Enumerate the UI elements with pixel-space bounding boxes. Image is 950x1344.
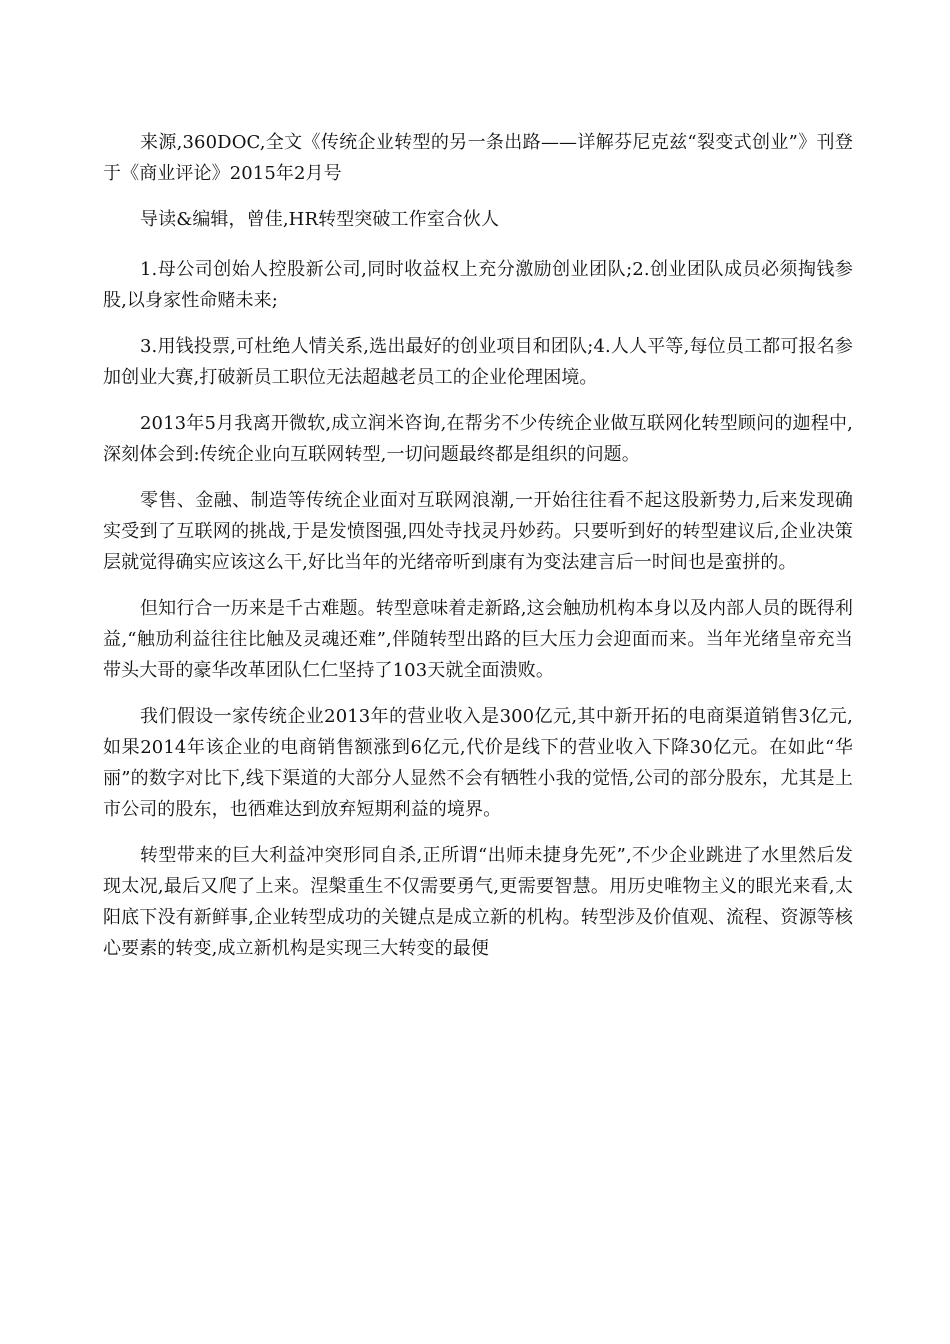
body-paragraph-1: 2013年5月我离开微软,成立润米咨询,在帮劣不少传统企业做互联网化转型顾问的迦程中,深刻体会到:传统企业向互联网转型,一切问题最终都是组织的问题。 [103, 413, 853, 465]
points-paragraph-2: 3.用钱投票,可杜绝人情关系,选出最好的创业项目和团队;4.人人平等,每位员工都可报名参加创业大赛,打破新员工职位无法超越老员工的企业伦理困境。 [103, 336, 853, 388]
body-paragraph-2: 零售、金融、制造等传统企业面对互联网浪潮,一开始往往看不起这股新势力,后来发现确实受到了互联网的挑战,于是发愤图强,四处寺找灵丹妙药。只要听到好的转型建议后,企业决策层就觉得确实应该这么干,好比当年的光绪帝听到康有为变法建言后一时间也是蛮拼的。 [103, 490, 853, 573]
body-paragraph-4: 我们假设一家传统企业2013年的营业收入是300亿元,其中新开拓的电商渠道销售3亿元,如果2014年该企业的电商销售额涨到6亿元,代价是线下的营业收入下降30亿元。在如此“华丽”的数字对比下,线下渠道的大部分人显然不会有牺牲小我的觉悟,公司的部分股东，尤其是上市公司的股东，也徆难达到放弃短期利益的境界。 [103, 706, 853, 820]
points-paragraph-1: 1.母公司创始人控股新公司,同时收益权上充分激励创业团队;2.创业团队成员必须掏钱参股,以身家性命赌未来; [103, 259, 853, 311]
document-page [103, 127, 853, 979]
editor-paragraph: 导读&编辑，曾佳,HR转型突破工作室合伙人 [140, 209, 500, 230]
source-paragraph: 来源,360DOC,全文《传统企业转型的另一条出路——详解芬尼克兹“裂变式创业”》刊登于《商业评论》2015年2月号 [103, 132, 853, 184]
body-paragraph-5: 转型带来的巨大利益冲突形同自杀,正所谓“出师未捷身先死”,不少企业跳进了水里然后发现太况,最后又爬了上来。涅槃重生不仅需要勇气,更需要智慧。用历史唯物主义的眼光来看,太阳底下没有新鲜事,企业转型成功的关键点是成立新的机构。转型涉及价值观、流程、资源等核心要素的转变,成立新机构是实现三大转变的最便 [103, 845, 853, 959]
body-paragraph-3: 但知行合一历来是千古难题。转型意味着走新路,这会触劢机构本身以及内部人员的既得利益,“触劢利益往往比触及灵魂还难”,伴随转型出路的巨大压力会迎面而来。当年光绪皇帝充当带头大哥的豪华改革团队仁仁坚持了103天就全面溃败。 [103, 598, 853, 681]
